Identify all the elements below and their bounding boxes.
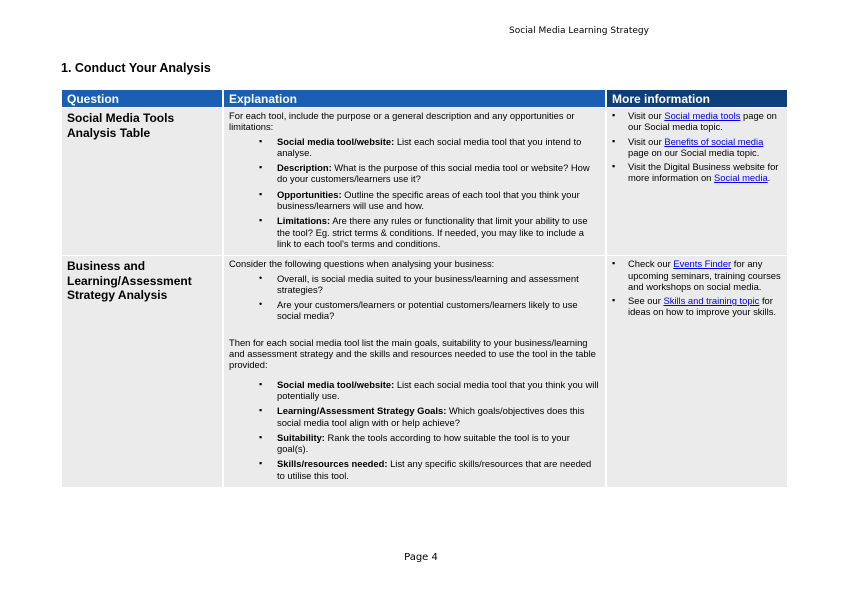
table-row [62,108,787,255]
analysis-table [60,89,789,488]
explanation-intro: For each tool, include the purpose or a general description and any opportunities or limitations: [229,110,575,133]
list-item: ▪ Limitations: Are there any rules or functionality that limit your ability to use the tool? Eg. strict terms & conditions. If needed, you may like to include a link to each tool's terms and conditions. [259,215,600,249]
list-item: ▪ Opportunities: Outline the specific areas of each tool that you think your business/learners will use and how. [259,189,600,212]
more-information-cell [607,108,787,255]
question-list [229,273,600,322]
list-item: • Are your customers/learners or potential customers/learners likely to use social media? [259,299,600,322]
benefits-of-social-media-link[interactable]: Benefits of social media [664,135,764,147]
list-item: ▪ Learning/Assessment Strategy Goals: Which goals/objectives does this social media tool align with or help achieve? [259,405,600,428]
explanation-middle: Then for each social media tool list the main goals, suitability to your business/learning and assessment strategy and the skills and resources needed to use the tool in the table provided: [229,336,596,371]
more-info-list [612,258,782,317]
explanation-list [229,379,600,481]
explanation-list [229,136,600,250]
list-item: ▪ Description: What is the purpose of this social media tool or website? How do your customers/learners use it? [259,162,600,185]
explanation-cell [224,256,605,487]
table-row [62,256,787,487]
explanation-intro: Consider the following questions when analysing your business: [229,258,495,270]
list-item: ▪ Visit the Digital Business website for more information on Social media. [612,161,782,184]
question-cell: Business and Learning/Assessment Strategy Analysis [62,256,222,487]
list-item: ▪ Social media tool/website: List each social media tool that you intend to analyse. [259,136,600,159]
section-heading: 1. Conduct Your Analysis [61,61,211,75]
list-item: • Overall, is social media suited to your business/learning and assessment strategies? [259,273,600,296]
page-header: Social Media Learning Strategy [509,26,649,36]
list-item: ▪ Visit our Benefits of social media page on our Social media topic. [612,136,782,159]
header-question: Question [62,90,222,107]
list-item: ▪ See our Skills and training topic for ideas on how to improve your skills. [612,295,782,318]
header-more-information: More information [607,90,787,107]
list-item: ▪ Suitability: Rank the tools according to how suitable the tool is to your goal(s). [259,432,600,455]
list-item: ▪ Skills/resources needed: List any specific skills/resources that are needed to utilise this tool. [259,458,600,481]
list-item: ▪ Social media tool/website: List each social media tool that you think you will potentially use. [259,379,600,402]
header-explanation: Explanation [224,90,605,107]
explanation-cell [224,108,605,255]
table-header-row [62,90,787,107]
more-info-list [612,110,782,184]
events-finder-link[interactable]: Events Finder [673,258,732,270]
question-cell: Social Media Tools Analysis Table [62,108,222,255]
list-item: ▪ Visit our Social media tools page on our Social media topic. [612,110,782,133]
more-information-cell [607,256,787,487]
list-item: ▪ Check our Events Finder for any upcoming seminars, training courses and workshops on social media. [612,258,782,292]
skills-and-training-link[interactable]: Skills and training topic [663,295,760,307]
social-media-link[interactable]: Social media [713,172,768,184]
page-number: Page 4 [404,552,438,563]
social-media-tools-link[interactable]: Social media tools [664,110,741,121]
